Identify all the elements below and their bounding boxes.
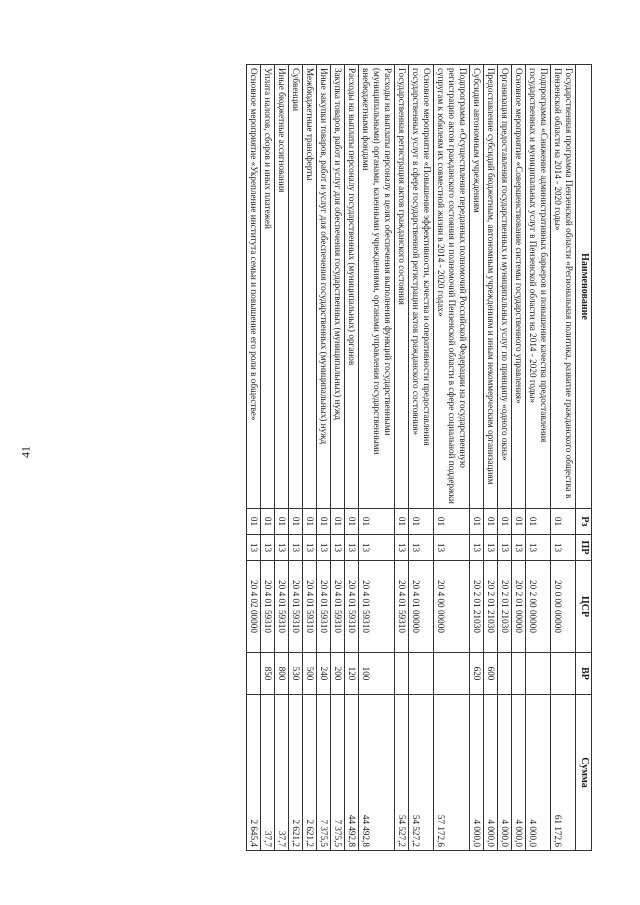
cell-sum: 7 375,5 <box>331 695 345 851</box>
cell-csr: 20 4 02 00000 <box>247 561 261 653</box>
cell-vr: 100 <box>359 653 395 695</box>
cell-csr: 20 4 01 59310 <box>359 561 395 653</box>
cell-vr: 530 <box>289 653 303 695</box>
cell-csr: 20 4 01 59310 <box>345 561 359 653</box>
cell-vr <box>512 653 526 695</box>
cell-rz: 01 <box>434 509 470 535</box>
cell-pr: 13 <box>275 535 289 561</box>
cell-sum: 54 527,2 <box>395 695 409 851</box>
cell-vr <box>526 653 551 695</box>
cell-name: Расходы на выплаты персоналу в целях обеспечения выполнения функций государственными (муниципальными) органами, казенными учреждениями, органами управления государственными внебюджетными фондами <box>359 65 395 509</box>
table-row <box>470 65 484 851</box>
cell-name: Межбюджетные трансферты <box>303 65 317 509</box>
cell-rz: 01 <box>289 509 303 535</box>
cell-pr: 13 <box>409 535 434 561</box>
cell-name: Государственная программа Пензенской области «Региональная политика, развитие гражданского общества в Пензенской области на 2014 - 2020 годы» <box>551 65 576 509</box>
cell-vr: 240 <box>317 653 331 695</box>
cell-csr: 20 0 00 00000 <box>551 561 576 653</box>
cell-vr <box>434 653 470 695</box>
cell-pr: 13 <box>261 535 275 561</box>
cell-pr: 13 <box>345 535 359 561</box>
cell-vr <box>395 653 409 695</box>
cell-vr: 600 <box>484 653 498 695</box>
table-row <box>317 65 331 851</box>
cell-rz: 01 <box>331 509 345 535</box>
cell-rz: 01 <box>345 509 359 535</box>
cell-csr: 20 4 01 59310 <box>331 561 345 653</box>
table-row <box>331 65 345 851</box>
table-body <box>247 65 576 851</box>
cell-pr: 13 <box>526 535 551 561</box>
cell-name: Основное мероприятие «Повышение эффективности, качества и оперативности предоставления государственных услуг в сфере государственной регистрации актов гражданского состояния» <box>409 65 434 509</box>
cell-pr: 13 <box>359 535 395 561</box>
cell-name: Подпрограмма «Осуществление переданных полномочий Российской Федерации на государственную регистрацию актов гражданского состояния и полномочий Пензенской области в сфере социальной поддержки супругам к юбилеям их совместной жизни в 2014 - 2020 годах» <box>434 65 470 509</box>
cell-sum: 37,7 <box>275 695 289 851</box>
cell-sum: 54 527,2 <box>409 695 434 851</box>
cell-csr: 20 4 01 59310 <box>303 561 317 653</box>
table-row <box>359 65 395 851</box>
cell-vr <box>409 653 434 695</box>
cell-name: Государственная регистрация актов гражданского состояния <box>395 65 409 509</box>
cell-sum: 61 172,6 <box>551 695 576 851</box>
cell-sum: 4 000,0 <box>526 695 551 851</box>
cell-pr: 13 <box>331 535 345 561</box>
table-row <box>512 65 526 851</box>
cell-rz: 01 <box>275 509 289 535</box>
cell-vr: 620 <box>470 653 484 695</box>
header-pr: ПР <box>576 535 592 561</box>
table-row <box>498 65 512 851</box>
cell-sum: 4 000,0 <box>512 695 526 851</box>
cell-pr: 13 <box>434 535 470 561</box>
cell-vr <box>551 653 576 695</box>
cell-vr <box>498 653 512 695</box>
cell-csr: 20 4 01 59310 <box>261 561 275 653</box>
cell-name: Закупка товаров, работ и услуг для обеспечения государственных (муниципальных) нужд <box>331 65 345 509</box>
cell-sum: 7 375,5 <box>317 695 331 851</box>
cell-vr: 850 <box>261 653 275 695</box>
table-row <box>345 65 359 851</box>
cell-pr: 13 <box>317 535 331 561</box>
cell-pr: 13 <box>395 535 409 561</box>
header-csr: ЦСР <box>576 561 592 653</box>
cell-name: Уплата налогов, сборов и иных платежей <box>261 65 275 509</box>
cell-name: Подпрограмма «Снижение административных барьеров и повышение качества предоставления государственных и муниципальных услуг в Пензенской области на 2014 - 2020 годы» <box>526 65 551 509</box>
table-row <box>247 65 261 851</box>
cell-csr: 20 2 01 21030 <box>498 561 512 653</box>
cell-csr: 20 2 01 21030 <box>484 561 498 653</box>
cell-rz: 01 <box>409 509 434 535</box>
cell-name: Предоставление субсидий бюджетным, автономным учреждениям и иным некоммерческим организациям <box>484 65 498 509</box>
rotated-page-content <box>82 64 592 850</box>
cell-csr: 20 2 01 21030 <box>470 561 484 653</box>
cell-rz: 01 <box>498 509 512 535</box>
cell-pr: 13 <box>470 535 484 561</box>
cell-name: Основное мероприятие «Совершенствование системы государственного управления» <box>512 65 526 509</box>
table-row <box>526 65 551 851</box>
cell-name: Основное мероприятие «Укрепление института семьи и повышение его роли в обществе» <box>247 65 261 509</box>
cell-rz: 01 <box>359 509 395 535</box>
cell-sum: 57 172,6 <box>434 695 470 851</box>
cell-csr: 20 4 01 59310 <box>317 561 331 653</box>
header-name: Наименование <box>576 65 592 509</box>
cell-sum: 4 000,0 <box>470 695 484 851</box>
cell-name: Субсидии автономным учреждениям <box>470 65 484 509</box>
header-sum: Сумма <box>576 695 592 851</box>
cell-sum: 2 621,2 <box>303 695 317 851</box>
cell-vr: 800 <box>275 653 289 695</box>
cell-rz: 01 <box>526 509 551 535</box>
cell-sum: 2 621,2 <box>289 695 303 851</box>
cell-pr: 13 <box>512 535 526 561</box>
cell-csr: 20 4 01 59310 <box>395 561 409 653</box>
cell-csr: 20 4 01 59310 <box>289 561 303 653</box>
page-number: 41 <box>18 446 33 458</box>
cell-pr: 13 <box>484 535 498 561</box>
cell-name: Организация предоставления государственных и муниципальных услуг по принципу «одного окна» <box>498 65 512 509</box>
header-rz: Рз <box>576 509 592 535</box>
cell-name: Иные закупки товаров, работ и услуг для обеспечения государственных (муниципальных) нужд <box>317 65 331 509</box>
cell-csr: 20 4 01 59310 <box>275 561 289 653</box>
cell-name: Расходы на выплаты персоналу государственных (муниципальных) органов <box>345 65 359 509</box>
cell-rz: 01 <box>470 509 484 535</box>
table-header-row <box>576 65 592 851</box>
table-row <box>303 65 317 851</box>
cell-rz: 01 <box>261 509 275 535</box>
cell-sum: 4 000,0 <box>484 695 498 851</box>
cell-csr: 20 2 00 00000 <box>526 561 551 653</box>
table-row <box>551 65 576 851</box>
cell-pr: 13 <box>551 535 576 561</box>
cell-sum: 44 492,8 <box>359 695 395 851</box>
cell-sum: 44 492,8 <box>345 695 359 851</box>
cell-rz: 01 <box>303 509 317 535</box>
cell-pr: 13 <box>303 535 317 561</box>
table-row <box>289 65 303 851</box>
table-row <box>484 65 498 851</box>
budget-table <box>246 64 592 851</box>
cell-rz: 01 <box>247 509 261 535</box>
cell-rz: 01 <box>484 509 498 535</box>
cell-rz: 01 <box>317 509 331 535</box>
cell-pr: 13 <box>498 535 512 561</box>
cell-name: Субвенции <box>289 65 303 509</box>
cell-vr: 200 <box>331 653 345 695</box>
cell-vr: 500 <box>303 653 317 695</box>
table-row <box>275 65 289 851</box>
cell-pr: 13 <box>289 535 303 561</box>
table-row <box>409 65 434 851</box>
cell-vr: 120 <box>345 653 359 695</box>
cell-rz: 01 <box>551 509 576 535</box>
cell-sum: 4 000,0 <box>498 695 512 851</box>
cell-sum: 37,7 <box>261 695 275 851</box>
table-row <box>261 65 275 851</box>
cell-vr <box>247 653 261 695</box>
cell-pr: 13 <box>247 535 261 561</box>
cell-name: Иные бюджетные ассигнования <box>275 65 289 509</box>
table-row <box>395 65 409 851</box>
cell-sum: 2 645,4 <box>247 695 261 851</box>
cell-csr: 20 2 01 00000 <box>512 561 526 653</box>
cell-csr: 20 4 00 00000 <box>434 561 470 653</box>
cell-rz: 01 <box>512 509 526 535</box>
header-vr: ВР <box>576 653 592 695</box>
table-row <box>434 65 470 851</box>
cell-csr: 20 4 01 00000 <box>409 561 434 653</box>
cell-rz: 01 <box>395 509 409 535</box>
